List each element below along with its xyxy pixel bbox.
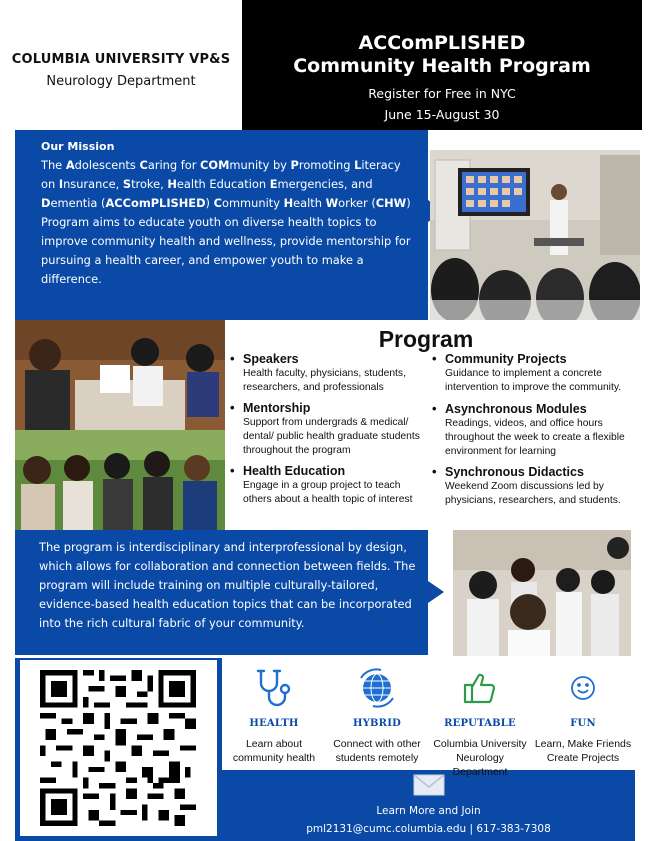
design-pointer-arrow <box>428 581 444 603</box>
classroom-photo <box>430 150 640 320</box>
feature-desc: Connect with other students remotely <box>333 738 421 764</box>
program-item-desc: Support from undergrads & medical/ dental/ public health graduate students throughout the program <box>243 417 420 456</box>
feature-name: REPUTABLE <box>444 718 516 729</box>
features-panel <box>222 658 635 778</box>
group-selfie-photo <box>453 530 631 656</box>
program-item-title: • Community Projects <box>432 352 644 366</box>
feature-item <box>428 658 532 779</box>
feature-desc: Columbia University Neurology Department <box>433 738 527 778</box>
program-item-desc: Weekend Zoom discussions led by physicians, researchers, and students. <box>445 481 621 506</box>
students-activity-photo <box>15 320 225 430</box>
feature-desc: Learn, Make Friends Create Projects <box>534 738 632 764</box>
students-group-photo <box>15 430 225 530</box>
program-item-desc: Engage in a group project to teach others about a health topic of interest <box>243 480 413 505</box>
feature-desc: Learn about community health <box>232 738 316 764</box>
program-item-title: • Mentorship <box>230 401 430 415</box>
design-text: The program is interdisciplinary and interprofessional by design, which allows for collaboration and connection between fields. The program will include training on multiple culturally-tailored, evidence-based health education topics that can be incorporated into the rich cultural fabric of your community. <box>39 540 416 630</box>
program-item <box>230 352 430 395</box>
stethoscope-icon <box>222 658 326 718</box>
qr-code[interactable] <box>20 660 217 836</box>
envelope-icon <box>222 772 635 800</box>
program-item-desc: Readings, videos, and office hours throughout the week to create a flexible environment for learning <box>445 418 625 457</box>
feature-item <box>531 658 635 765</box>
program-item <box>230 464 430 507</box>
contact-heading: Learn More and Join <box>376 805 481 817</box>
program-item <box>432 402 644 459</box>
program-dates: June 15-August 30 <box>384 107 500 122</box>
design-panel <box>15 530 428 655</box>
contact-section <box>222 772 635 835</box>
program-item-title: • Health Education <box>230 464 430 478</box>
mission-panel <box>15 130 428 320</box>
feature-name: HEALTH <box>249 718 299 729</box>
program-item <box>230 401 430 458</box>
program-title-line2: Community Health Program <box>293 55 591 77</box>
program-heading: Program <box>378 326 474 352</box>
register-note: Register for Free in NYC <box>368 86 516 101</box>
feature-item <box>222 658 326 765</box>
title-banner <box>242 0 642 130</box>
program-item <box>432 465 644 508</box>
program-item-title: • Asynchronous Modules <box>432 402 644 416</box>
mission-text: The Adolescents Caring for COMmunity by Promoting Literacy on Insurance, Stroke, Health Education Emergencies, and Dementia (ACComPLISHED) Community Health Worker (CHW) Program aims to educate youth on diverse health topics to improve community health and wellness, provide mentorship for pursuing a health career, and empower youth to make a difference. <box>41 158 411 286</box>
feature-name: HYBRID <box>353 718 401 729</box>
smiley-icon <box>531 658 635 718</box>
thumbs-up-icon <box>428 658 532 718</box>
department-name: Neurology Department <box>46 74 196 89</box>
program-item-title: • Speakers <box>230 352 430 366</box>
organization-header <box>0 52 242 89</box>
program-item-desc: Guidance to implement a concrete intervention to improve the community. <box>445 368 622 393</box>
program-title-line1: ACComPLISHED <box>358 32 526 54</box>
globe-icon <box>325 658 429 718</box>
feature-item <box>325 658 429 765</box>
org-name: COLUMBIA UNIVERSITY VP&S <box>11 52 231 67</box>
program-item-title: • Synchronous Didactics <box>432 465 644 479</box>
mission-heading: Our Mission <box>41 140 115 153</box>
program-item <box>432 352 644 395</box>
contact-details[interactable]: pml2131@cumc.columbia.edu | 617-383-7308 <box>306 823 551 835</box>
program-item-desc: Health faculty, physicians, students, researchers, and professionals <box>243 368 406 393</box>
feature-name: FUN <box>570 718 596 729</box>
